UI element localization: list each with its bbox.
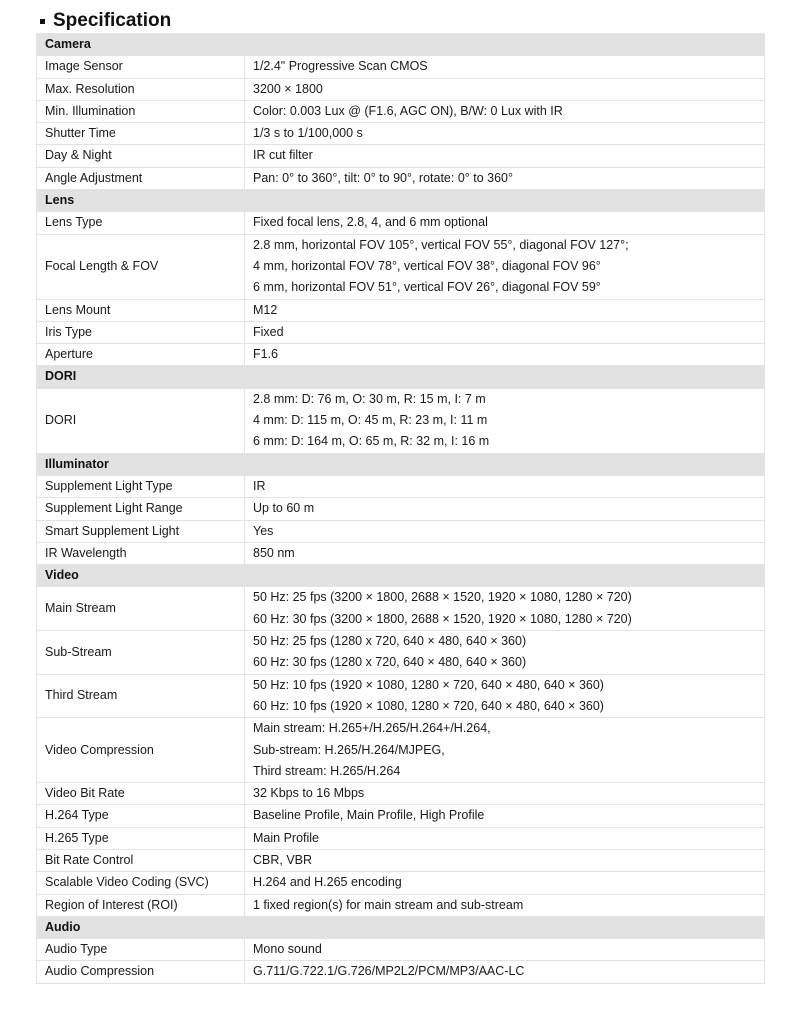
spec-value-line: Color: 0.003 Lux @ (F1.6, AGC ON), B/W: 0 Lux with IR	[253, 103, 563, 118]
spec-value	[245, 849, 765, 871]
spec-value	[245, 520, 765, 542]
spec-value-line: Baseline Profile, Main Profile, High Profile	[253, 808, 485, 823]
spec-label: Main Stream	[37, 587, 245, 631]
spec-row	[37, 783, 765, 805]
spec-value	[245, 344, 765, 366]
spec-row	[37, 631, 765, 675]
spec-value-line: M12	[253, 302, 278, 317]
spec-value	[245, 587, 765, 631]
spec-value-line: 50 Hz: 25 fps (3200 × 1800, 2688 × 1520, 1920 × 1080, 1280 × 720)	[253, 590, 632, 605]
spec-label: Angle Adjustment	[37, 167, 245, 189]
spec-label: Shutter Time	[37, 123, 245, 145]
spec-label: Supplement Light Range	[37, 498, 245, 520]
spec-row	[37, 939, 765, 961]
spec-row	[37, 520, 765, 542]
spec-label: Audio Compression	[37, 961, 245, 983]
section-title: Illuminator	[37, 453, 765, 475]
spec-value	[245, 674, 765, 718]
spec-value	[245, 56, 765, 78]
section-header-row	[37, 366, 765, 388]
spec-value	[245, 321, 765, 343]
spec-label: Max. Resolution	[37, 78, 245, 100]
spec-value-line: 32 Kbps to 16 Mbps	[253, 786, 365, 801]
spec-value-line: Fixed	[253, 324, 284, 339]
spec-row	[37, 123, 765, 145]
spec-row	[37, 344, 765, 366]
spec-value-line: Main Profile	[253, 830, 319, 845]
spec-value-line: 3200 × 1800	[253, 81, 323, 96]
spec-value	[245, 212, 765, 234]
spec-row	[37, 498, 765, 520]
spec-value	[245, 631, 765, 675]
spec-value	[245, 718, 765, 783]
spec-label: Third Stream	[37, 674, 245, 718]
spec-value	[245, 783, 765, 805]
spec-value	[245, 894, 765, 916]
section-header-row	[37, 453, 765, 475]
section-header-row	[37, 565, 765, 587]
spec-value-line: Up to 60 m	[253, 501, 315, 516]
spec-row	[37, 542, 765, 564]
spec-value	[245, 78, 765, 100]
spec-value-line: Pan: 0° to 360°, tilt: 0° to 90°, rotate: 0° to 360°	[253, 170, 514, 185]
spec-value-line: 6 mm, horizontal FOV 51°, vertical FOV 26°, diagonal FOV 59°	[253, 280, 601, 295]
spec-label: Lens Type	[37, 212, 245, 234]
spec-label: Bit Rate Control	[37, 849, 245, 871]
spec-label: IR Wavelength	[37, 542, 245, 564]
spec-row	[37, 718, 765, 783]
spec-value	[245, 872, 765, 894]
spec-label: Scalable Video Coding (SVC)	[37, 872, 245, 894]
spec-value-line: 1/3 s to 1/100,000 s	[253, 126, 363, 141]
spec-value-line: CBR, VBR	[253, 852, 313, 867]
spec-label: Region of Interest (ROI)	[37, 894, 245, 916]
spec-value-line: Mono sound	[253, 942, 322, 957]
spec-row	[37, 849, 765, 871]
section-title: Camera	[37, 34, 765, 56]
spec-value	[245, 123, 765, 145]
spec-value	[245, 100, 765, 122]
spec-label: Image Sensor	[37, 56, 245, 78]
spec-value	[245, 167, 765, 189]
spec-label: Min. Illumination	[37, 100, 245, 122]
spec-row	[37, 56, 765, 78]
spec-value	[245, 939, 765, 961]
spec-label: Focal Length & FOV	[37, 234, 245, 299]
section-title: DORI	[37, 366, 765, 388]
spec-row	[37, 894, 765, 916]
spec-row	[37, 674, 765, 718]
spec-value-line: 60 Hz: 30 fps (3200 × 1800, 2688 × 1520, 1920 × 1080, 1280 × 720)	[253, 611, 632, 626]
page-title-container	[40, 8, 171, 34]
spec-label: H.265 Type	[37, 827, 245, 849]
spec-value-line: Fixed focal lens, 2.8, 4, and 6 mm optional	[253, 215, 488, 230]
spec-value-line: Sub-stream: H.265/H.264/MJPEG,	[253, 742, 445, 757]
section-header-row	[37, 190, 765, 212]
spec-label: DORI	[37, 388, 245, 453]
spec-label: Smart Supplement Light	[37, 520, 245, 542]
spec-value-line: 2.8 mm: D: 76 m, O: 30 m, R: 15 m, I: 7 m	[253, 391, 486, 406]
spec-row	[37, 78, 765, 100]
spec-value-line: Third stream: H.265/H.264	[253, 763, 401, 778]
spec-row	[37, 872, 765, 894]
specification-table	[36, 33, 765, 984]
title-bullet-icon	[40, 19, 45, 24]
spec-label: Iris Type	[37, 321, 245, 343]
spec-value	[245, 961, 765, 983]
spec-label: Supplement Light Type	[37, 475, 245, 497]
spec-value-line: 2.8 mm, horizontal FOV 105°, vertical FOV 55°, diagonal FOV 127°;	[253, 237, 629, 252]
spec-row	[37, 587, 765, 631]
spec-value-line: IR	[253, 478, 266, 493]
spec-label: Video Compression	[37, 718, 245, 783]
spec-value-line: G.711/G.722.1/G.726/MP2L2/PCM/MP3/AAC-LC	[253, 964, 525, 979]
spec-label: Aperture	[37, 344, 245, 366]
spec-label: Sub-Stream	[37, 631, 245, 675]
spec-value-line: Yes	[253, 523, 274, 538]
spec-value-line: Main stream: H.265+/H.265/H.264+/H.264,	[253, 721, 491, 736]
spec-row	[37, 212, 765, 234]
spec-value-line: 60 Hz: 30 fps (1280 x 720, 640 × 480, 640 × 360)	[253, 655, 527, 670]
spec-value	[245, 805, 765, 827]
spec-value	[245, 388, 765, 453]
section-title: Video	[37, 565, 765, 587]
section-title: Lens	[37, 190, 765, 212]
spec-value	[245, 475, 765, 497]
spec-value-line: 60 Hz: 10 fps (1920 × 1080, 1280 × 720, 640 × 480, 640 × 360)	[253, 698, 604, 713]
page-title: Specification	[53, 10, 172, 31]
spec-value-line: F1.6	[253, 347, 279, 362]
spec-label: Day & Night	[37, 145, 245, 167]
spec-value-line: 50 Hz: 10 fps (1920 × 1080, 1280 × 720, 640 × 480, 640 × 360)	[253, 677, 604, 692]
spec-label: Video Bit Rate	[37, 783, 245, 805]
spec-row	[37, 961, 765, 983]
spec-value	[245, 234, 765, 299]
spec-row	[37, 145, 765, 167]
spec-label: H.264 Type	[37, 805, 245, 827]
spec-row	[37, 475, 765, 497]
spec-value-line: H.264 and H.265 encoding	[253, 875, 402, 890]
spec-row	[37, 299, 765, 321]
spec-value	[245, 145, 765, 167]
spec-value-line: IR cut filter	[253, 148, 313, 163]
section-header-row	[37, 916, 765, 938]
spec-value-line: 6 mm: D: 164 m, O: 65 m, R: 32 m, I: 16 m	[253, 434, 490, 449]
spec-value-line: 50 Hz: 25 fps (1280 x 720, 640 × 480, 640 × 360)	[253, 634, 527, 649]
spec-value	[245, 299, 765, 321]
spec-row	[37, 805, 765, 827]
spec-value	[245, 498, 765, 520]
spec-row	[37, 388, 765, 453]
spec-value-line: 4 mm, horizontal FOV 78°, vertical FOV 38°, diagonal FOV 96°	[253, 258, 601, 273]
section-header-row	[37, 34, 765, 56]
spec-label: Lens Mount	[37, 299, 245, 321]
spec-row	[37, 321, 765, 343]
section-title: Audio	[37, 916, 765, 938]
spec-value-line: 1 fixed region(s) for main stream and sub-stream	[253, 897, 524, 912]
spec-value-line: 1/2.4" Progressive Scan CMOS	[253, 59, 428, 74]
specification-table-body	[37, 34, 765, 984]
spec-value-line: 4 mm: D: 115 m, O: 45 m, R: 23 m, I: 11 m	[253, 413, 488, 428]
spec-row	[37, 167, 765, 189]
spec-row	[37, 100, 765, 122]
spec-value	[245, 827, 765, 849]
spec-row	[37, 234, 765, 299]
spec-label: Audio Type	[37, 939, 245, 961]
spec-value-line: 850 nm	[253, 545, 295, 560]
spec-row	[37, 827, 765, 849]
spec-value	[245, 542, 765, 564]
